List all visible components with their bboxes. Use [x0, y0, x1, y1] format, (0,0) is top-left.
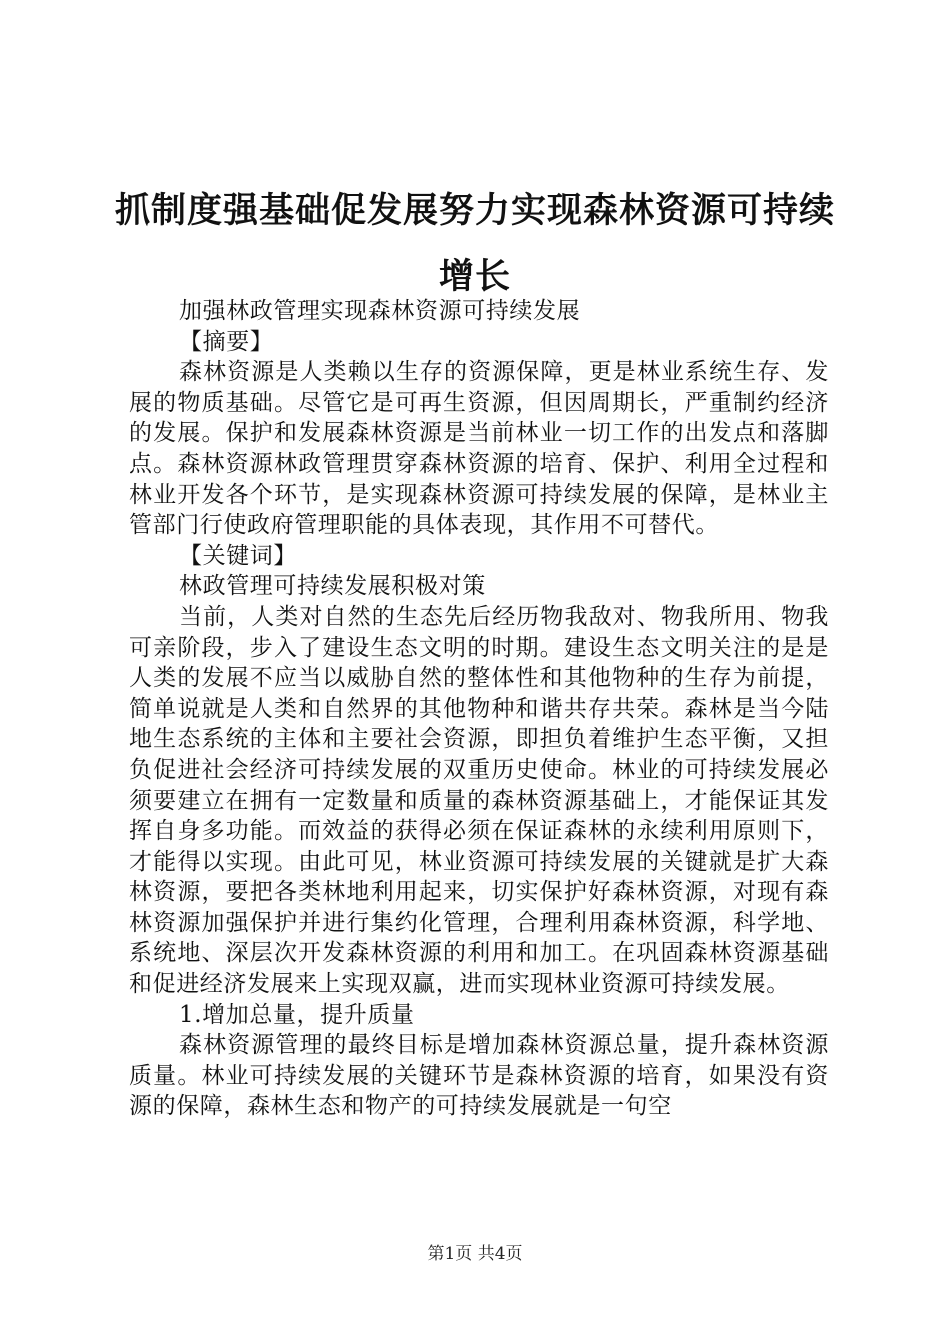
document-body	[129, 296, 829, 1122]
page-footer	[0, 1242, 950, 1266]
section-1-heading: 1.增加总量，提升质量	[179, 1001, 415, 1028]
intro-paragraph: 当前，人类对自然的生态先后经历物我敌对、物我所用、物我可亲阶段，步入了建设生态文明的时期。建设生态文明关注的是是人类的发展不应当以威胁自然的整体性和其他物种的生存为前提，简单说就是人类和自然界的其他物种和谐共存共荣。森林是当今陆地生态系统的主体和主要社会资源，即担负着维护生态平衡，又担负促进社会经济可持续发展的双重历史使命。林业的可持续发展必须要建立在拥有一定数量和质量的森林资源基础上，才能保证其发挥自身多功能。而效益的获得必须在保证森林的永续利用原则下，才能得以实现。由此可见，林业资源可持续发展的关键就是扩大森林资源，要把各类林地利用起来，切实保护好森林资源，对现有森林资源加强保护并进行集约化管理，合理利用森林资源，科学地、系统地、深层次开发森林资源的利用和加工。在巩固森林资源基础和促进经济发展来上实现双赢，进而实现林业资源可持续发展。	[129, 603, 829, 998]
section-1-paragraph: 森林资源管理的最终目标是增加森林资源总量，提升森林资源质量。林业可持续发展的关键环节是森林资源的培育，如果没有资源的保障，森林生态和物产的可持续发展就是一句空	[129, 1032, 829, 1120]
keywords-heading: 【关键词】	[179, 542, 297, 569]
document-title: 抓制度强基础促发展努力实现森林资源可持续增长	[114, 191, 835, 297]
keywords-paragraph: 林政管理可持续发展积极对策	[179, 573, 486, 600]
page-number: 第1页 共4页	[427, 1244, 523, 1264]
document-subtitle: 加强林政管理实现森林资源可持续发展	[179, 298, 581, 324]
abstract-paragraph: 森林资源是人类赖以生存的资源保障，更是林业系统生存、发展的物质基础。尽管它是可再生资源，但因周期长，严重制约经济的发展。保护和发展森林资源是当前林业一切工作的出发点和落脚点。森林资源林政管理贯穿森林资源的培育、保护、利用全过程和林业开发各个环节，是实现森林资源可持续发展的保障，是林业主管部门行使政府管理职能的具体表现，其作用不可替代。	[129, 359, 829, 539]
abstract-heading: 【摘要】	[179, 328, 274, 355]
